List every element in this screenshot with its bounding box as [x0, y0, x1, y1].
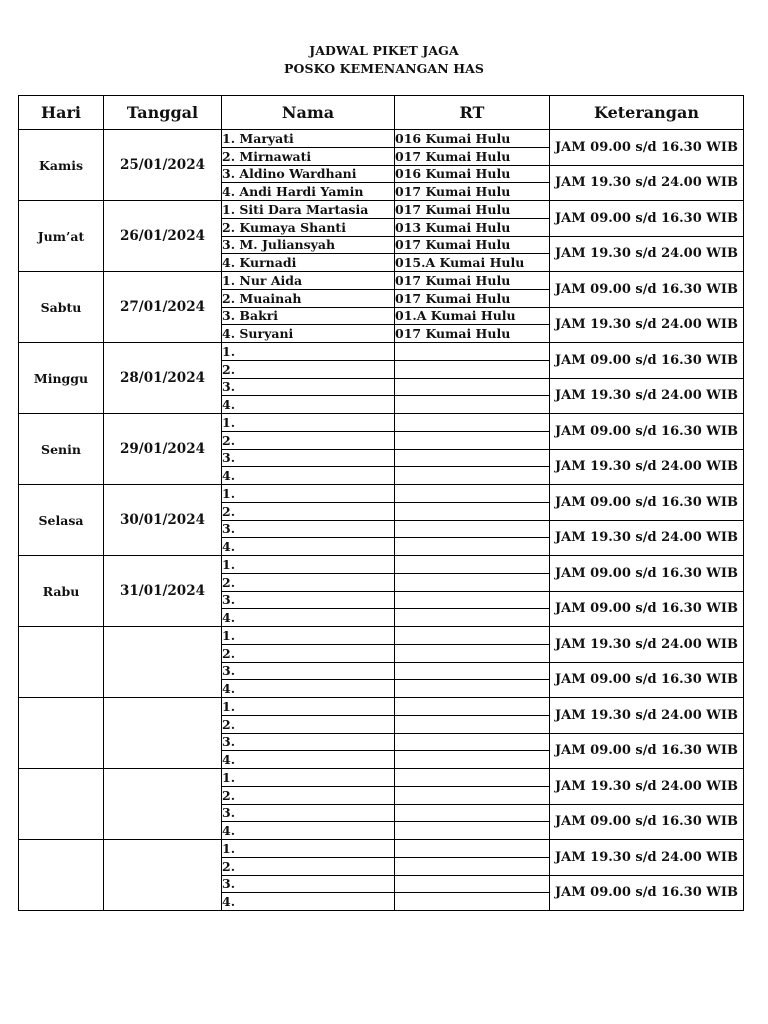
day-cell	[19, 769, 104, 840]
nama-cell: 3.	[222, 449, 395, 467]
keterangan-cell: JAM 19.30 s/d 24.00 WIB	[550, 236, 744, 272]
nama-cell: 3.	[222, 733, 395, 751]
nama-cell: 2.	[222, 502, 395, 520]
keterangan-cell: JAM 19.30 s/d 24.00 WIB	[550, 449, 744, 485]
rt-cell	[395, 360, 550, 378]
rt-cell: 017 Kumai Hulu	[395, 147, 550, 165]
table-row	[19, 343, 744, 361]
nama-cell: 2.	[222, 431, 395, 449]
date-cell: 31/01/2024	[104, 556, 222, 627]
nama-cell: 3. Bakri	[222, 307, 395, 325]
nama-cell: 4. Kurnadi	[222, 254, 395, 272]
nama-cell: 3.	[222, 804, 395, 822]
day-cell: Jum’at	[19, 201, 104, 272]
rt-cell	[395, 840, 550, 858]
rt-cell	[395, 414, 550, 432]
schedule-table	[18, 95, 744, 911]
keterangan-cell: JAM 19.30 s/d 24.00 WIB	[550, 520, 744, 556]
nama-cell: 4.	[222, 538, 395, 556]
table-row	[19, 414, 744, 432]
column-header-hari: Hari	[19, 96, 104, 130]
rt-cell	[395, 431, 550, 449]
keterangan-cell: JAM 19.30 s/d 24.00 WIB	[550, 627, 744, 663]
table-row	[19, 627, 744, 645]
keterangan-cell: JAM 19.30 s/d 24.00 WIB	[550, 307, 744, 343]
keterangan-cell: JAM 09.00 s/d 16.30 WIB	[550, 130, 744, 166]
day-cell: Rabu	[19, 556, 104, 627]
column-header-tanggal: Tanggal	[104, 96, 222, 130]
nama-cell: 4.	[222, 893, 395, 911]
day-cell	[19, 627, 104, 698]
rt-cell	[395, 698, 550, 716]
rt-cell: 017 Kumai Hulu	[395, 289, 550, 307]
nama-cell: 1. Siti Dara Martasia	[222, 201, 395, 219]
document-subtitle: POSKO KEMENANGAN HAS	[283, 61, 485, 76]
date-cell: 29/01/2024	[104, 414, 222, 485]
rt-cell	[395, 893, 550, 911]
nama-cell: 2.	[222, 644, 395, 662]
keterangan-cell: JAM 19.30 s/d 24.00 WIB	[550, 165, 744, 201]
nama-cell: 2. Mirnawati	[222, 147, 395, 165]
date-cell: 27/01/2024	[104, 272, 222, 343]
keterangan-cell: JAM 09.00 s/d 16.30 WIB	[550, 556, 744, 592]
nama-cell: 3.	[222, 875, 395, 893]
rt-cell	[395, 520, 550, 538]
nama-cell: 1.	[222, 485, 395, 503]
keterangan-cell: JAM 09.00 s/d 16.30 WIB	[550, 733, 744, 769]
nama-cell: 3. Aldino Wardhani	[222, 165, 395, 183]
nama-cell: 1. Nur Aida	[222, 272, 395, 290]
nama-cell: 2.	[222, 857, 395, 875]
rt-cell: 017 Kumai Hulu	[395, 201, 550, 219]
rt-cell: 017 Kumai Hulu	[395, 236, 550, 254]
rt-cell	[395, 804, 550, 822]
nama-cell: 4. Andi Hardi Yamin	[222, 183, 395, 201]
date-cell	[104, 698, 222, 769]
nama-cell: 2.	[222, 786, 395, 804]
day-cell: Senin	[19, 414, 104, 485]
date-cell: 30/01/2024	[104, 485, 222, 556]
rt-cell	[395, 502, 550, 520]
nama-cell: 1.	[222, 769, 395, 787]
day-cell: Selasa	[19, 485, 104, 556]
rt-cell: 01.A Kumai Hulu	[395, 307, 550, 325]
nama-cell: 1. Maryati	[222, 130, 395, 148]
nama-cell: 1.	[222, 698, 395, 716]
nama-cell: 2. Muainah	[222, 289, 395, 307]
rt-cell	[395, 556, 550, 574]
day-cell: Sabtu	[19, 272, 104, 343]
table-row	[19, 840, 744, 858]
rt-cell	[395, 396, 550, 414]
keterangan-cell: JAM 09.00 s/d 16.30 WIB	[550, 201, 744, 237]
table-row	[19, 698, 744, 716]
rt-cell	[395, 343, 550, 361]
keterangan-cell: JAM 09.00 s/d 16.30 WIB	[550, 485, 744, 521]
rt-cell	[395, 449, 550, 467]
keterangan-cell: JAM 09.00 s/d 16.30 WIB	[550, 414, 744, 450]
table-row	[19, 130, 744, 148]
rt-cell	[395, 467, 550, 485]
rt-cell	[395, 609, 550, 627]
keterangan-cell: JAM 09.00 s/d 16.30 WIB	[550, 591, 744, 627]
day-cell: Minggu	[19, 343, 104, 414]
day-cell	[19, 840, 104, 911]
rt-cell	[395, 875, 550, 893]
nama-cell: 4.	[222, 609, 395, 627]
nama-cell: 4.	[222, 680, 395, 698]
rt-cell	[395, 378, 550, 396]
rt-cell: 016 Kumai Hulu	[395, 130, 550, 148]
date-cell: 25/01/2024	[104, 130, 222, 201]
nama-cell: 1.	[222, 840, 395, 858]
keterangan-cell: JAM 09.00 s/d 16.30 WIB	[550, 343, 744, 379]
rt-cell	[395, 662, 550, 680]
nama-cell: 2.	[222, 360, 395, 378]
nama-cell: 1.	[222, 556, 395, 574]
rt-cell	[395, 644, 550, 662]
rt-cell	[395, 680, 550, 698]
date-cell	[104, 627, 222, 698]
rt-cell: 015.A Kumai Hulu	[395, 254, 550, 272]
rt-cell	[395, 573, 550, 591]
nama-cell: 1.	[222, 343, 395, 361]
nama-cell: 1.	[222, 414, 395, 432]
header-row	[19, 96, 744, 130]
table-row	[19, 769, 744, 787]
rt-cell	[395, 769, 550, 787]
rt-cell: 013 Kumai Hulu	[395, 218, 550, 236]
keterangan-cell: JAM 09.00 s/d 16.30 WIB	[550, 804, 744, 840]
day-cell: Kamis	[19, 130, 104, 201]
nama-cell: 2. Kumaya Shanti	[222, 218, 395, 236]
nama-cell: 2.	[222, 715, 395, 733]
nama-cell: 1.	[222, 627, 395, 645]
nama-cell: 4.	[222, 751, 395, 769]
nama-cell: 3.	[222, 520, 395, 538]
keterangan-cell: JAM 09.00 s/d 16.30 WIB	[550, 875, 744, 911]
rt-cell	[395, 822, 550, 840]
schedule-body	[19, 130, 744, 911]
table-row	[19, 556, 744, 574]
keterangan-cell: JAM 09.00 s/d 16.30 WIB	[550, 662, 744, 698]
nama-cell: 4.	[222, 467, 395, 485]
date-cell: 28/01/2024	[104, 343, 222, 414]
keterangan-cell: JAM 19.30 s/d 24.00 WIB	[550, 698, 744, 734]
column-header-nama: Nama	[222, 96, 395, 130]
rt-cell	[395, 591, 550, 609]
table-row	[19, 272, 744, 290]
date-cell	[104, 840, 222, 911]
keterangan-cell: JAM 09.00 s/d 16.30 WIB	[550, 272, 744, 308]
nama-cell: 3.	[222, 378, 395, 396]
keterangan-cell: JAM 19.30 s/d 24.00 WIB	[550, 840, 744, 876]
rt-cell: 017 Kumai Hulu	[395, 272, 550, 290]
nama-cell: 3.	[222, 591, 395, 609]
keterangan-cell: JAM 19.30 s/d 24.00 WIB	[550, 769, 744, 805]
rt-cell	[395, 715, 550, 733]
column-header-keterangan: Keterangan	[550, 96, 744, 130]
nama-cell: 4.	[222, 822, 395, 840]
date-cell: 26/01/2024	[104, 201, 222, 272]
rt-cell	[395, 538, 550, 556]
rt-cell: 016 Kumai Hulu	[395, 165, 550, 183]
rt-cell: 017 Kumai Hulu	[395, 325, 550, 343]
nama-cell: 2.	[222, 573, 395, 591]
rt-cell	[395, 485, 550, 503]
column-header-rt: RT	[395, 96, 550, 130]
rt-cell	[395, 733, 550, 751]
rt-cell: 017 Kumai Hulu	[395, 183, 550, 201]
nama-cell: 3.	[222, 662, 395, 680]
keterangan-cell: JAM 19.30 s/d 24.00 WIB	[550, 378, 744, 414]
rt-cell	[395, 857, 550, 875]
nama-cell: 3. M. Juliansyah	[222, 236, 395, 254]
nama-cell: 4. Suryani	[222, 325, 395, 343]
table-row	[19, 485, 744, 503]
date-cell	[104, 769, 222, 840]
document-title: JADWAL PIKET JAGA	[309, 43, 459, 58]
rt-cell	[395, 751, 550, 769]
day-cell	[19, 698, 104, 769]
nama-cell: 4.	[222, 396, 395, 414]
table-row	[19, 201, 744, 219]
rt-cell	[395, 786, 550, 804]
rt-cell	[395, 627, 550, 645]
